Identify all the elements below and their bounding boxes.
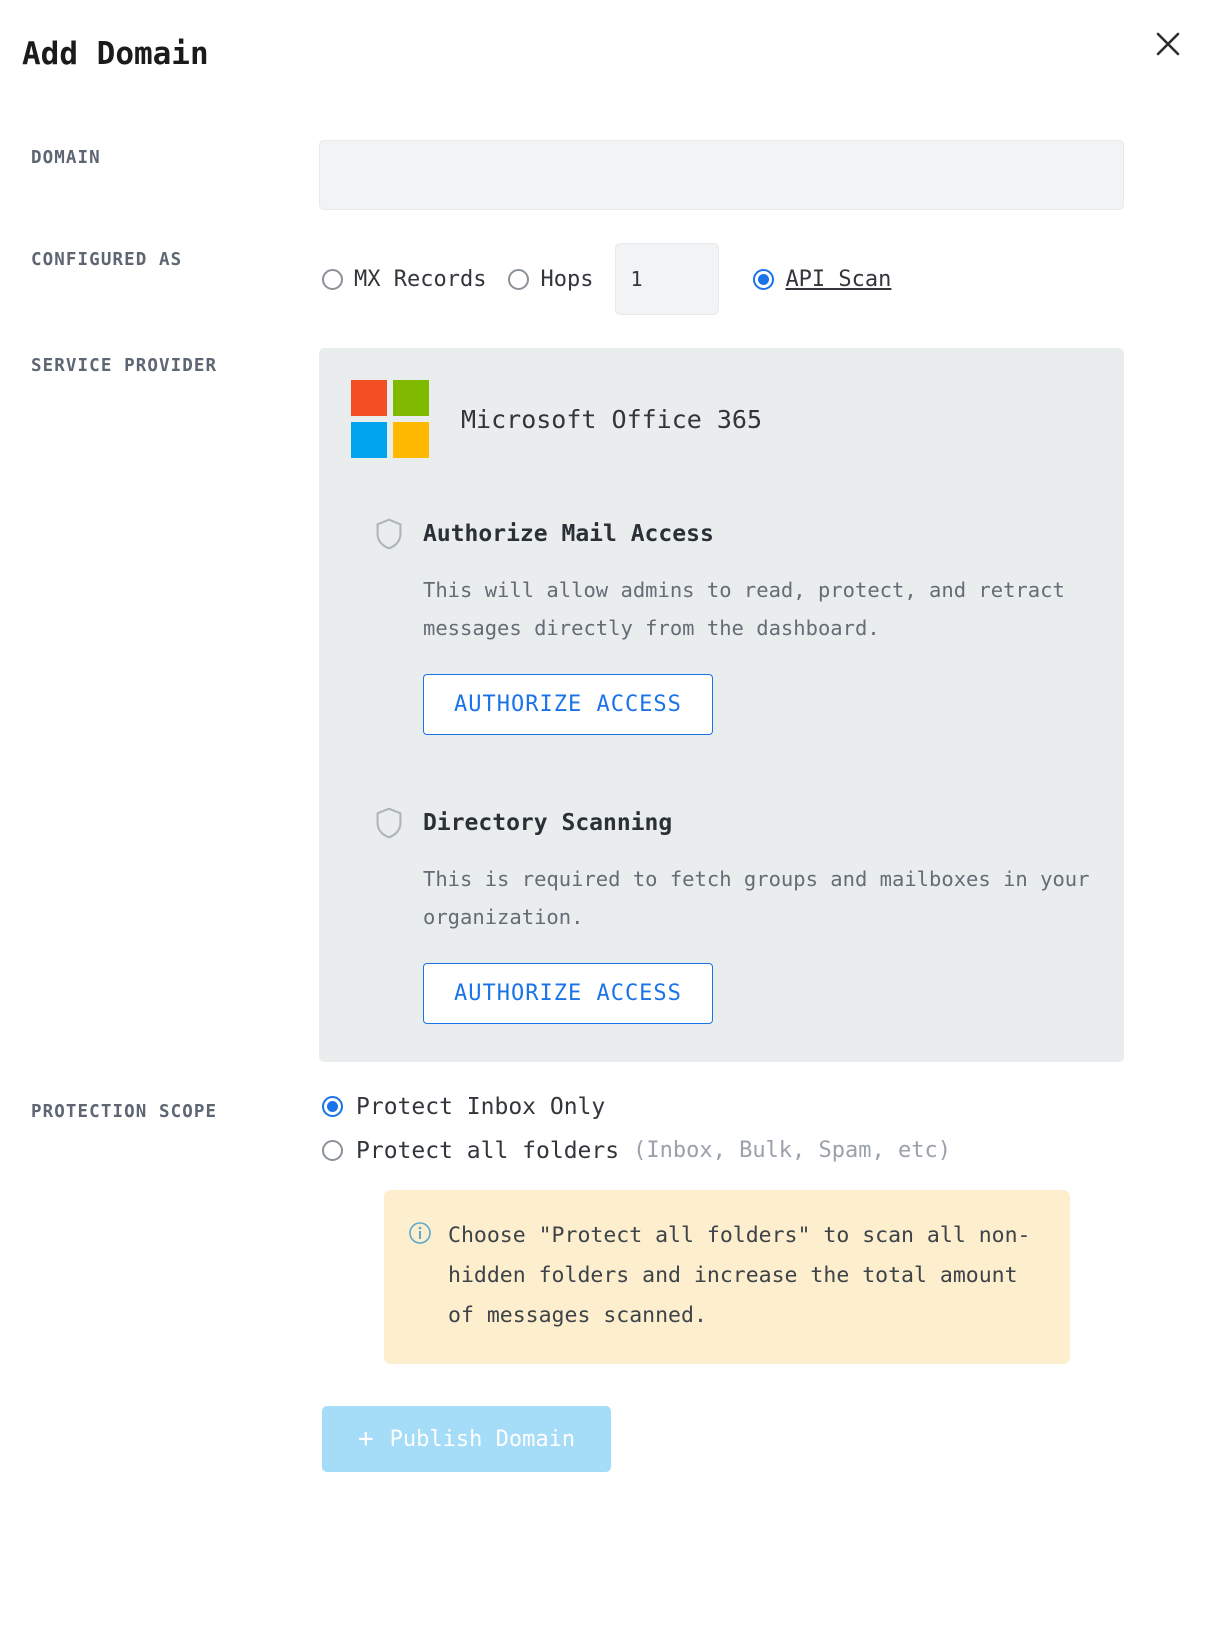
authorize-mail-access-title: Authorize Mail Access — [423, 521, 714, 547]
radio-icon-protect-inbox-only[interactable] — [322, 1096, 343, 1117]
radio-label-protect-all-folders: Protect all folders — [356, 1137, 620, 1164]
protection-scope-field — [322, 1094, 1214, 1473]
configured-as-field — [322, 242, 1214, 316]
shield-icon — [375, 807, 403, 839]
radio-label-api-scan: API Scan — [785, 266, 892, 292]
radio-icon-api-scan[interactable] — [753, 269, 774, 290]
directory-scanning-title: Directory Scanning — [423, 809, 673, 836]
radio-note-protect-all-folders: (Inbox, Bulk, Spam, etc) — [633, 1138, 951, 1164]
configured-as-row — [0, 242, 1214, 316]
info-icon — [408, 1221, 432, 1245]
add-domain-form — [0, 140, 1214, 1472]
page-title: Add Domain — [22, 36, 209, 72]
authorize-mail-access-button[interactable]: AUTHORIZE ACCESS — [423, 674, 713, 735]
radio-label-mx-records: MX Records — [354, 266, 487, 292]
radio-icon-protect-all-folders[interactable] — [322, 1140, 343, 1161]
directory-scanning-button[interactable]: AUTHORIZE ACCESS — [423, 963, 713, 1024]
radio-label-hops: Hops — [540, 266, 594, 292]
close-icon[interactable] — [1146, 22, 1190, 66]
provider-header — [349, 380, 1094, 458]
radio-icon-mx-records[interactable] — [322, 269, 343, 290]
radio-option-mx-records[interactable] — [322, 267, 486, 292]
radio-option-protect-all-folders[interactable] — [322, 1138, 1124, 1164]
directory-scanning-block — [349, 807, 1094, 1024]
domain-input[interactable] — [319, 140, 1124, 210]
close-icon-glyph — [1153, 29, 1183, 59]
publish-domain-button[interactable] — [322, 1406, 611, 1472]
service-provider-label: SERVICE PROVIDER — [31, 356, 218, 376]
authorize-mail-access-block — [349, 518, 1094, 735]
domain-field-wrap — [319, 140, 1214, 210]
publish-domain-label: Publish Domain — [389, 1426, 576, 1452]
radio-option-api-scan[interactable] — [753, 267, 891, 292]
service-provider-row — [0, 348, 1214, 1062]
service-provider-field — [319, 348, 1214, 1062]
domain-row — [0, 140, 1214, 210]
radio-option-protect-inbox-only[interactable] — [322, 1094, 1124, 1120]
provider-name: Microsoft Office 365 — [461, 404, 763, 434]
radio-label-protect-inbox-only: Protect Inbox Only — [356, 1093, 606, 1120]
service-provider-panel — [319, 348, 1124, 1062]
radio-option-hops[interactable] — [508, 267, 593, 292]
protection-scope-info-box — [384, 1190, 1070, 1365]
authorize-mail-access-description: This will allow admins to read, protect, and retract messages directly from the dashboard. — [423, 578, 1065, 640]
plus-icon: + — [358, 1424, 374, 1455]
domain-label: DOMAIN — [31, 148, 101, 168]
configured-as-label: CONFIGURED AS — [31, 250, 183, 270]
hops-input[interactable] — [615, 243, 719, 315]
protection-scope-info-text: Choose "Protect all folders" to scan all non-hidden folders and increase the total amount of messages scanned. — [448, 1222, 1031, 1329]
directory-scanning-description: This is required to fetch groups and mailboxes in your organization. — [423, 866, 1090, 929]
radio-icon-hops[interactable] — [508, 269, 529, 290]
shield-icon — [375, 518, 403, 550]
protection-scope-label: PROTECTION SCOPE — [31, 1101, 218, 1122]
microsoft-logo-icon — [351, 380, 429, 458]
protection-scope-row — [0, 1094, 1214, 1473]
